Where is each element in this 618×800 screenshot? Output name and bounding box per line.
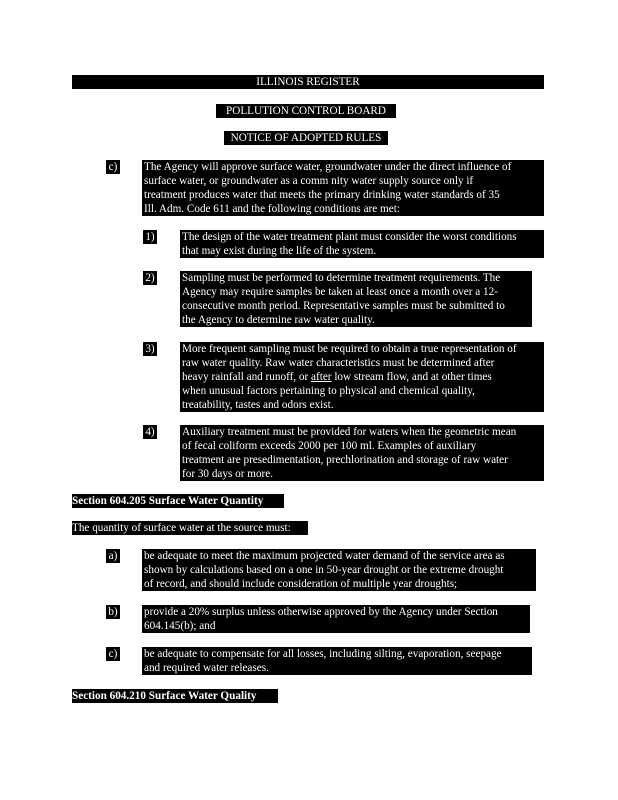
item-c-text: The Agency will approve surface water, groundwater under the direct influence of surface water, or groundwater as a comm nity water supply source only if treatment produces water that meets the primary drinking water standards of 35 Ill. Adm. Code 611 and the following conditions are met: [142,160,544,216]
subitem-1-label: 1) [143,230,157,244]
subitem-1-text: The design of the water treatment plant must consider the worst conditions that may exist during the life of the system. [180,230,544,258]
register-title: ILLINOIS REGISTER [256,76,360,88]
item-c2-text: be adequate to compensate for all losses, including silting, evaporation, seepage and required water releases. [142,647,532,675]
section-210-heading: Section 604.210 Surface Water Quality [72,689,278,703]
register-header-bar [72,75,544,89]
item-a-label: a) [106,549,120,563]
item-b-label: b) [106,605,120,619]
subitem-4-label: 4) [143,425,157,439]
section-205-heading: Section 604.205 Surface Water Quantity [72,494,284,508]
subitem-2-label: 2) [143,271,157,285]
subitem-3-text: More frequent sampling must be required to obtain a true representation of raw water quality. Raw water characteristics must be determined after heavy rainfall and runoff, or after low stream flow, and at other times when unusual factors pertaining to physical and chemical quality, treatability, tastes and odors exist. [180,342,544,412]
board-name: POLLUTION CONTROL BOARD [216,104,396,118]
item-c2-label: c) [106,647,120,661]
subitem-3-label: 3) [143,342,157,356]
item-a-text: be adequate to meet the maximum projected water demand of the service area as shown by calculations based on a one in 50-year drought or the extreme drought of record, and should include consideration of multiple year droughts; [142,549,536,591]
section-205-intro: The quantity of surface water at the source must: [72,521,308,535]
subitem-2-text: Sampling must be performed to determine treatment requirements. The Agency may require samples be taken at least once a month over a 12- consecutive month period. Representative samples must be submitted to the Agency to determine raw water quality. [180,271,532,327]
notice-title: NOTICE OF ADOPTED RULES [224,131,388,145]
item-b-text: provide a 20% surplus unless otherwise approved by the Agency under Section 604.145(b); and [142,605,530,633]
item-c-label: c) [106,160,120,174]
subitem-4-text: Auxiliary treatment must be provided for waters when the geometric mean of fecal coliform exceeds 2000 per 100 ml. Examples of auxiliary treatment are presedimentation, prechlorination and storage of raw water for 30 days or more. [180,425,544,481]
